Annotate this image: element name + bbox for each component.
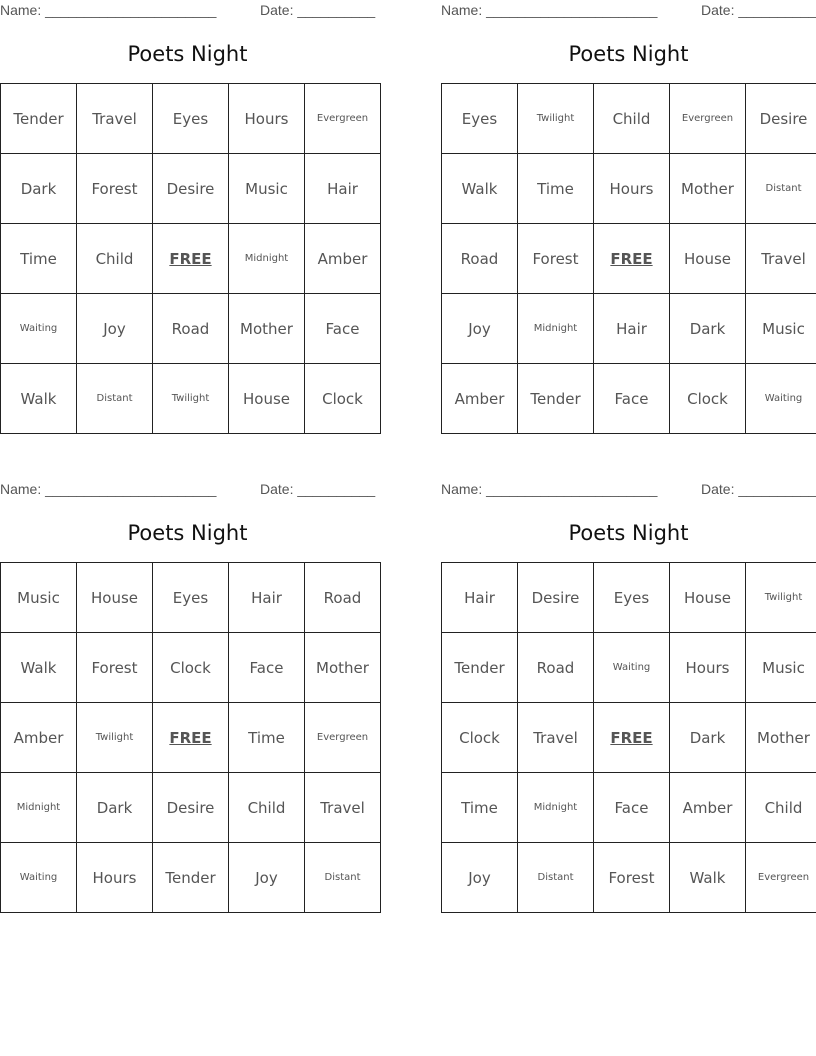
bingo-cell: Eyes — [153, 563, 229, 633]
card-header — [0, 481, 375, 499]
bingo-cell: Evergreen — [670, 84, 746, 154]
bingo-cell: Desire — [518, 563, 594, 633]
grid-row — [442, 84, 816, 154]
bingo-cell: Midnight — [518, 294, 594, 364]
bingo-cell: Travel — [746, 224, 816, 294]
card-title: Poets Night — [568, 42, 689, 66]
bingo-cell: Mother — [305, 633, 381, 703]
bingo-cell: Midnight — [518, 773, 594, 843]
bingo-cell: Face — [305, 294, 381, 364]
date-field: Date: __________ — [701, 481, 816, 497]
bingo-cell: Hours — [670, 633, 746, 703]
bingo-cell: Time — [442, 773, 518, 843]
bingo-cell: Eyes — [442, 84, 518, 154]
bingo-cell: Hair — [442, 563, 518, 633]
bingo-cell: Travel — [77, 84, 153, 154]
card-header — [0, 2, 375, 20]
bingo-cell: Time — [518, 154, 594, 224]
bingo-cell: Joy — [229, 843, 305, 913]
grid-row — [442, 843, 816, 913]
bingo-cell: Amber — [305, 224, 381, 294]
card-title: Poets Night — [127, 521, 248, 545]
bingo-grid — [441, 562, 816, 913]
bingo-cell: Road — [305, 563, 381, 633]
bingo-cell: Desire — [746, 84, 816, 154]
bingo-cell: Distant — [305, 843, 381, 913]
bingo-cell: Mother — [746, 703, 816, 773]
bingo-cell: Eyes — [594, 563, 670, 633]
bingo-cell: Child — [77, 224, 153, 294]
bingo-cell: Road — [518, 633, 594, 703]
bingo-cell: Evergreen — [305, 84, 381, 154]
bingo-grid — [0, 83, 381, 434]
grid-row — [1, 364, 381, 434]
name-field: Name: ______________________ — [0, 2, 217, 18]
bingo-cell: Music — [229, 154, 305, 224]
bingo-cell: Hours — [77, 843, 153, 913]
bingo-cell: Forest — [77, 154, 153, 224]
bingo-cell: Waiting — [594, 633, 670, 703]
grid-row — [442, 773, 816, 843]
bingo-cell: Joy — [442, 294, 518, 364]
grid-row — [442, 633, 816, 703]
bingo-cell: Dark — [1, 154, 77, 224]
bingo-grid — [441, 83, 816, 434]
grid-row — [442, 294, 816, 364]
bingo-cell: Desire — [153, 154, 229, 224]
bingo-cell: Clock — [670, 364, 746, 434]
bingo-cell: Tender — [1, 84, 77, 154]
bingo-cell: Walk — [1, 633, 77, 703]
bingo-cell: Waiting — [1, 294, 77, 364]
bingo-cell: Tender — [153, 843, 229, 913]
bingo-cell: Clock — [305, 364, 381, 434]
bingo-card — [441, 479, 816, 913]
bingo-cell: Hair — [229, 563, 305, 633]
date-field: Date: __________ — [260, 481, 376, 497]
bingo-cell: Distant — [518, 843, 594, 913]
grid-row — [442, 563, 816, 633]
name-field: Name: ______________________ — [441, 2, 658, 18]
bingo-card — [0, 0, 375, 434]
bingo-cell: Face — [594, 773, 670, 843]
bingo-cell: Joy — [442, 843, 518, 913]
name-field: Name: ______________________ — [0, 481, 217, 497]
bingo-cell: Hours — [229, 84, 305, 154]
bingo-cell: Dark — [670, 703, 746, 773]
bingo-cell: Hair — [594, 294, 670, 364]
bingo-cell: Mother — [229, 294, 305, 364]
bingo-cell: Amber — [442, 364, 518, 434]
bingo-cell: Child — [594, 84, 670, 154]
bingo-cell: Music — [746, 294, 816, 364]
bingo-cell: House — [229, 364, 305, 434]
bingo-cell: Road — [442, 224, 518, 294]
bingo-cell: Tender — [518, 364, 594, 434]
bingo-cell: Forest — [594, 843, 670, 913]
bingo-cell: Walk — [670, 843, 746, 913]
bingo-cell: Midnight — [229, 224, 305, 294]
bingo-cell: Desire — [153, 773, 229, 843]
free-space-cell: FREE — [594, 224, 670, 294]
bingo-cell: Walk — [442, 154, 518, 224]
grid-row — [1, 843, 381, 913]
free-space-cell: FREE — [153, 703, 229, 773]
bingo-cell: House — [77, 563, 153, 633]
grid-row — [442, 224, 816, 294]
grid-row — [1, 224, 381, 294]
date-field: Date: __________ — [701, 2, 816, 18]
card-header — [441, 481, 816, 499]
bingo-cell: Hours — [594, 154, 670, 224]
bingo-cell: Clock — [442, 703, 518, 773]
bingo-grid — [0, 562, 381, 913]
bingo-cell: Distant — [746, 154, 816, 224]
bingo-cell: House — [670, 563, 746, 633]
card-header — [441, 2, 816, 20]
grid-row — [1, 154, 381, 224]
free-space-cell: FREE — [594, 703, 670, 773]
bingo-cell: Forest — [518, 224, 594, 294]
card-title: Poets Night — [127, 42, 248, 66]
bingo-cell: Waiting — [746, 364, 816, 434]
bingo-cell: Tender — [442, 633, 518, 703]
bingo-cell: Evergreen — [305, 703, 381, 773]
name-field: Name: ______________________ — [441, 481, 658, 497]
date-field: Date: __________ — [260, 2, 376, 18]
bingo-cell: Twilight — [518, 84, 594, 154]
bingo-cell: Mother — [670, 154, 746, 224]
bingo-cell: Midnight — [1, 773, 77, 843]
bingo-cell: Walk — [1, 364, 77, 434]
bingo-cell: House — [670, 224, 746, 294]
bingo-cell: Twilight — [77, 703, 153, 773]
card-title: Poets Night — [568, 521, 689, 545]
bingo-cell: Travel — [305, 773, 381, 843]
grid-row — [442, 154, 816, 224]
bingo-cell: Hair — [305, 154, 381, 224]
grid-row — [1, 773, 381, 843]
bingo-cell: Distant — [77, 364, 153, 434]
bingo-cell: Time — [1, 224, 77, 294]
bingo-cell: Travel — [518, 703, 594, 773]
grid-row — [1, 84, 381, 154]
bingo-cell: Face — [594, 364, 670, 434]
bingo-cell: Music — [746, 633, 816, 703]
bingo-cell: Child — [229, 773, 305, 843]
bingo-cell: Joy — [77, 294, 153, 364]
grid-row — [442, 703, 816, 773]
bingo-cell: Dark — [77, 773, 153, 843]
bingo-card — [0, 479, 375, 913]
bingo-cell: Twilight — [746, 563, 816, 633]
grid-row — [1, 563, 381, 633]
bingo-cell: Music — [1, 563, 77, 633]
free-space-cell: FREE — [153, 224, 229, 294]
bingo-cell: Forest — [77, 633, 153, 703]
grid-row — [442, 364, 816, 434]
grid-row — [1, 294, 381, 364]
bingo-cell: Amber — [1, 703, 77, 773]
bingo-cell: Time — [229, 703, 305, 773]
bingo-cell: Dark — [670, 294, 746, 364]
bingo-cell: Eyes — [153, 84, 229, 154]
bingo-cell: Twilight — [153, 364, 229, 434]
bingo-cell: Face — [229, 633, 305, 703]
bingo-card — [441, 0, 816, 434]
bingo-cell: Clock — [153, 633, 229, 703]
bingo-cell: Waiting — [1, 843, 77, 913]
bingo-cell: Evergreen — [746, 843, 816, 913]
bingo-cell: Child — [746, 773, 816, 843]
grid-row — [1, 703, 381, 773]
bingo-cell: Amber — [670, 773, 746, 843]
bingo-cell: Road — [153, 294, 229, 364]
grid-row — [1, 633, 381, 703]
